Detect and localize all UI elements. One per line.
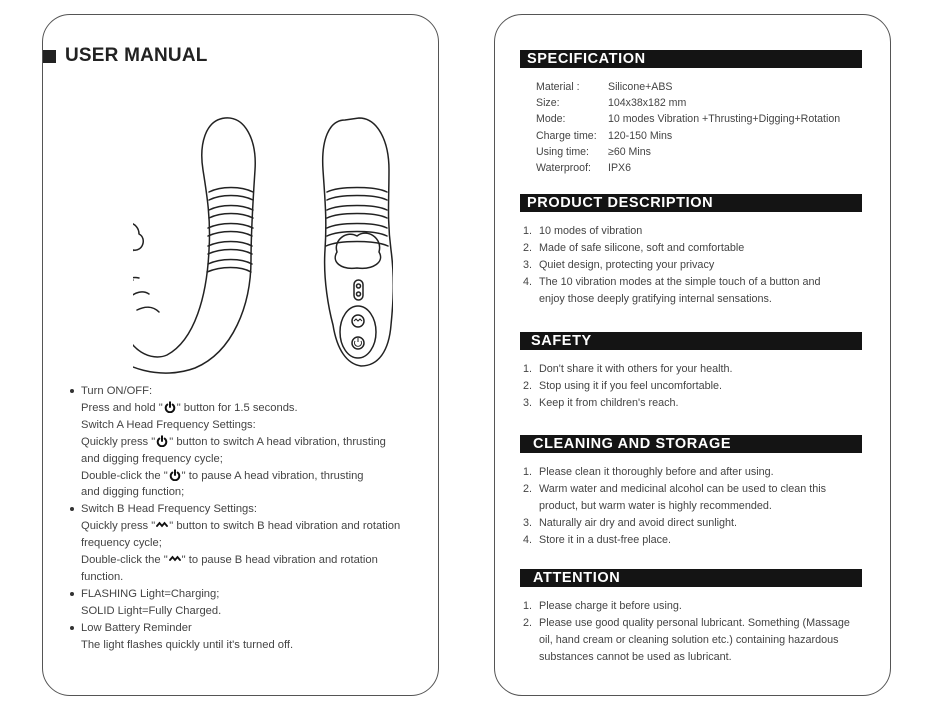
spec-key: Material :	[536, 81, 580, 93]
bullet-dot	[70, 626, 74, 630]
spec-row	[536, 111, 862, 127]
instruction-text: The light flashes quickly until it's turned off.	[81, 638, 294, 651]
list-number: 1.	[523, 466, 533, 478]
cleaning-list	[520, 464, 862, 549]
list-text: Stop using it if you feel uncomfortable.	[539, 380, 723, 392]
instruction-line	[81, 434, 431, 451]
spec-row	[536, 79, 862, 95]
instruction-line	[81, 552, 431, 569]
power-button-symbol	[355, 338, 362, 346]
list-item	[520, 395, 862, 412]
list-text: product, but warm water is highly recommended.	[539, 500, 772, 512]
instruction-text: SOLID Light=Fully Charged.	[81, 604, 222, 617]
instruction-item	[71, 620, 431, 654]
instruction-item	[71, 383, 431, 501]
bullet-dot	[70, 507, 74, 511]
button-pad	[340, 306, 376, 358]
attention-list	[520, 598, 862, 666]
spec-key: Waterproof:	[536, 162, 591, 175]
side-rib-1	[209, 188, 253, 201]
product-description-section	[520, 194, 862, 308]
front-rib-2	[327, 206, 387, 219]
instruction-text: " button to switch B head vibration and rotation	[169, 520, 401, 533]
spec-value: ≥60 Mins	[608, 145, 651, 158]
safety-section	[520, 332, 862, 412]
title-marker	[43, 50, 56, 63]
spec-key: Charge time:	[536, 129, 597, 142]
list-number: 2.	[523, 242, 533, 254]
product-illustration	[133, 100, 393, 380]
spec-value: Silicone+ABS	[608, 81, 673, 93]
right-page	[494, 14, 891, 696]
instruction-line	[81, 484, 431, 501]
specification-table	[520, 79, 862, 176]
side-rib-4	[208, 242, 252, 255]
attention-section	[520, 569, 862, 666]
instruction-line	[81, 417, 431, 434]
charge-port	[354, 280, 363, 300]
instruction-text: Quickly press "	[81, 520, 156, 533]
instruction-text: Double-click the "	[81, 554, 168, 567]
tongue-flaps	[133, 256, 159, 312]
instruction-line	[81, 603, 431, 620]
list-text: Store it in a dust-free place.	[539, 534, 672, 546]
spec-row	[536, 144, 862, 160]
bullet-dot	[70, 592, 74, 596]
list-item	[520, 532, 862, 549]
list-text: Warm water and medicinal alcohol can be used to clean this	[539, 483, 827, 495]
spec-value: IPX6	[608, 162, 631, 175]
list-text: Quiet design, protecting your privacy	[539, 259, 715, 271]
bullet-dot	[70, 389, 74, 393]
front-rib-3	[327, 224, 387, 237]
specification-section	[520, 50, 862, 176]
instruction-item	[71, 501, 431, 586]
instruction-label: Switch B Head Frequency Settings:	[81, 503, 257, 516]
instruction-text: function.	[81, 570, 124, 583]
wave-icon	[156, 519, 168, 531]
instruction-line	[81, 637, 431, 654]
list-text: Keep it from children's reach.	[539, 397, 679, 409]
list-number: 2.	[523, 483, 533, 495]
spec-key: Using time:	[536, 145, 589, 158]
list-number: 1.	[523, 600, 533, 612]
instruction-label: FLASHING Light=Charging;	[81, 587, 220, 600]
instruction-text: Switch A Head Frequency Settings:	[81, 418, 256, 431]
list-item	[520, 378, 862, 395]
front-rib-1	[327, 188, 387, 201]
product-description-list	[520, 223, 862, 308]
tongue-head	[133, 222, 143, 257]
power-icon	[156, 435, 168, 447]
list-item	[520, 464, 862, 481]
list-number: 4.	[523, 276, 533, 288]
power-icon	[169, 469, 181, 481]
instruction-text: " button for 1.5 seconds.	[176, 401, 298, 414]
cleaning-section	[520, 435, 862, 549]
list-number: 2.	[523, 380, 533, 392]
spec-value: 104x38x182 mm	[608, 97, 687, 110]
side-view-body	[133, 118, 255, 373]
manual-title-row	[43, 45, 208, 67]
list-text: oil, hand cream or cleaning solution etc.) containing hazardous	[539, 634, 839, 646]
list-text: Naturally air dry and avoid direct sunlight.	[539, 517, 738, 529]
list-number: 4.	[523, 534, 533, 546]
instruction-line	[81, 451, 431, 468]
list-text: Please clean it thoroughly before and after using.	[539, 466, 774, 478]
side-rib-3	[208, 224, 253, 237]
wave-button-symbol	[354, 319, 362, 321]
list-number: 3.	[523, 397, 533, 409]
list-text: Don't share it with others for your health.	[539, 363, 733, 375]
instructions-list	[71, 383, 431, 654]
spec-row	[536, 95, 862, 111]
list-text: substances cannot be used as lubricant.	[539, 651, 732, 663]
list-item	[520, 274, 862, 308]
list-number: 3.	[523, 517, 533, 529]
instruction-text: and digging frequency cycle;	[81, 452, 223, 465]
list-item	[520, 481, 862, 515]
cleaning-heading: CLEANING AND STORAGE	[520, 435, 862, 453]
instruction-text: " to pause B head vibration and rotation	[181, 554, 378, 567]
instruction-text: " button to switch A head vibration, thrusting	[169, 435, 386, 448]
instruction-text: Press and hold "	[81, 401, 163, 414]
instruction-line	[81, 569, 431, 586]
list-item	[520, 361, 862, 378]
list-number: 3.	[523, 259, 533, 271]
instruction-text: and digging function;	[81, 486, 185, 499]
list-item	[520, 598, 862, 615]
list-item	[520, 223, 862, 240]
wave-icon	[169, 553, 181, 565]
side-rib-2	[209, 206, 253, 219]
list-text: 10 modes of vibration	[539, 225, 643, 237]
power-icon	[164, 401, 176, 413]
list-text: enjoy those deeply gratifying internal sensations.	[539, 293, 772, 305]
list-number: 1.	[523, 225, 533, 237]
instruction-line	[81, 518, 431, 535]
instruction-line	[81, 535, 431, 552]
safety-list	[520, 361, 862, 412]
list-text: Please use good quality personal lubricant. Something (Massage	[539, 617, 850, 629]
instruction-text: Quickly press "	[81, 435, 156, 448]
instruction-text: frequency cycle;	[81, 537, 162, 550]
list-item	[520, 615, 862, 666]
specification-heading: SPECIFICATION	[520, 50, 862, 68]
attention-heading: ATTENTION	[520, 569, 862, 587]
list-text: Made of safe silicone, soft and comfortable	[539, 242, 745, 254]
list-number: 1.	[523, 363, 533, 375]
spec-key: Size:	[536, 97, 560, 110]
indicator-light-1	[357, 284, 361, 288]
indicator-light-2	[357, 292, 361, 296]
spec-key: Mode:	[536, 113, 566, 126]
list-item	[520, 240, 862, 257]
spec-value: 10 modes Vibration +Thrusting+Digging+Rotation	[608, 113, 841, 126]
list-text: The 10 vibration modes at the simple touch of a button and	[539, 276, 821, 288]
spec-row	[536, 128, 862, 144]
instruction-text: Double-click the "	[81, 469, 168, 482]
instruction-line	[81, 400, 431, 417]
instruction-item	[71, 586, 431, 620]
front-head	[335, 233, 380, 268]
spec-value: 120-150 Mins	[608, 129, 673, 142]
left-page	[42, 14, 439, 696]
list-text: Please charge it before using.	[539, 600, 682, 612]
instruction-line	[81, 468, 431, 485]
manual-title: USER MANUAL	[65, 45, 208, 66]
list-item	[520, 257, 862, 274]
product-description-heading: PRODUCT DESCRIPTION	[520, 194, 862, 212]
safety-heading: SAFETY	[520, 332, 862, 350]
instruction-label: Turn ON/OFF:	[81, 385, 153, 397]
instruction-label: Low Battery Reminder	[81, 621, 192, 634]
instruction-text: " to pause A head vibration, thrusting	[181, 469, 364, 482]
list-item	[520, 515, 862, 532]
spec-row	[536, 160, 862, 176]
list-number: 2.	[523, 617, 533, 629]
side-rib-5	[207, 260, 252, 273]
